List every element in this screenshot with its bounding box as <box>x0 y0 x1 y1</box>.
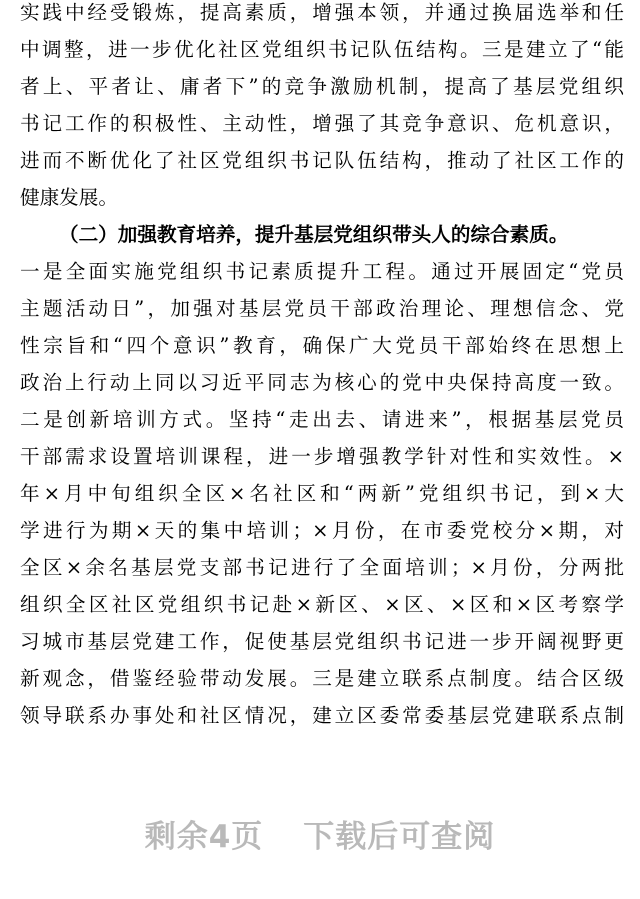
text-line: 学进行为期×天的集中培训；×月份，在市委党校分×期，对 <box>20 519 624 542</box>
text-line: 书记工作的积极性、主动性，增强了其竞争意识、危机意识， <box>20 112 624 135</box>
section-heading: （二）加强教育培养，提升基层党组织带头人的综合素质。 <box>59 223 569 246</box>
download-banner[interactable] <box>0 812 640 862</box>
text-line: 组织全区社区党组织书记赴×新区、×区、×区和×区考察学 <box>20 593 624 616</box>
text-line: 健康发展。 <box>20 186 118 209</box>
text-line: 干部需求设置培训课程，进一步增强教学针对性和实效性。× <box>20 445 624 468</box>
text-line: 性宗旨和“四个意识”教育，确保广大党员干部始终在思想上 <box>20 334 624 357</box>
download-prompt-label: 下载后可查阅 <box>303 819 496 855</box>
text-line: 二是创新培训方式。坚持“走出去、请进来”，根据基层党员 <box>20 408 624 431</box>
text-line: 习城市基层党建工作，促使基层党组织书记进一步开阔视野更 <box>20 630 624 653</box>
document-body <box>20 0 624 734</box>
text-line: 者上、平者让、庸者下”的竞争激励机制，提高了基层党组织 <box>20 75 624 98</box>
text-line: 全区×余名基层党支部书记进行了全面培训；×月份，分两批 <box>20 556 624 579</box>
text-line: 进而不断优化了社区党组织书记队伍结构，推动了社区工作的 <box>20 149 624 172</box>
text-line: 一是全面实施党组织书记素质提升工程。通过开展固定“党员 <box>20 260 624 283</box>
text-line: 中调整，进一步优化社区党组织书记队伍结构。三是建立了“能 <box>20 38 624 61</box>
text-line: 主题活动日”，加强对基层党员干部政治理论、理想信念、党 <box>20 297 624 320</box>
pages-left-label: 剩余4页 <box>144 819 264 855</box>
text-line: 领导联系办事处和社区情况，建立区委常委基层党建联系点制 <box>20 704 624 727</box>
text-line: 实践中经受锻炼，提高素质，增强本领，并通过换届选举和任 <box>20 1 624 24</box>
text-line: 新观念，借鉴经验带动发展。三是建立联系点制度。结合区级 <box>20 667 624 690</box>
text-line: 年×月中旬组织全区×名社区和“两新”党组织书记，到×大 <box>20 482 624 505</box>
text-line: 政治上行动上同以习近平同志为核心的党中央保持高度一致。 <box>20 371 624 394</box>
